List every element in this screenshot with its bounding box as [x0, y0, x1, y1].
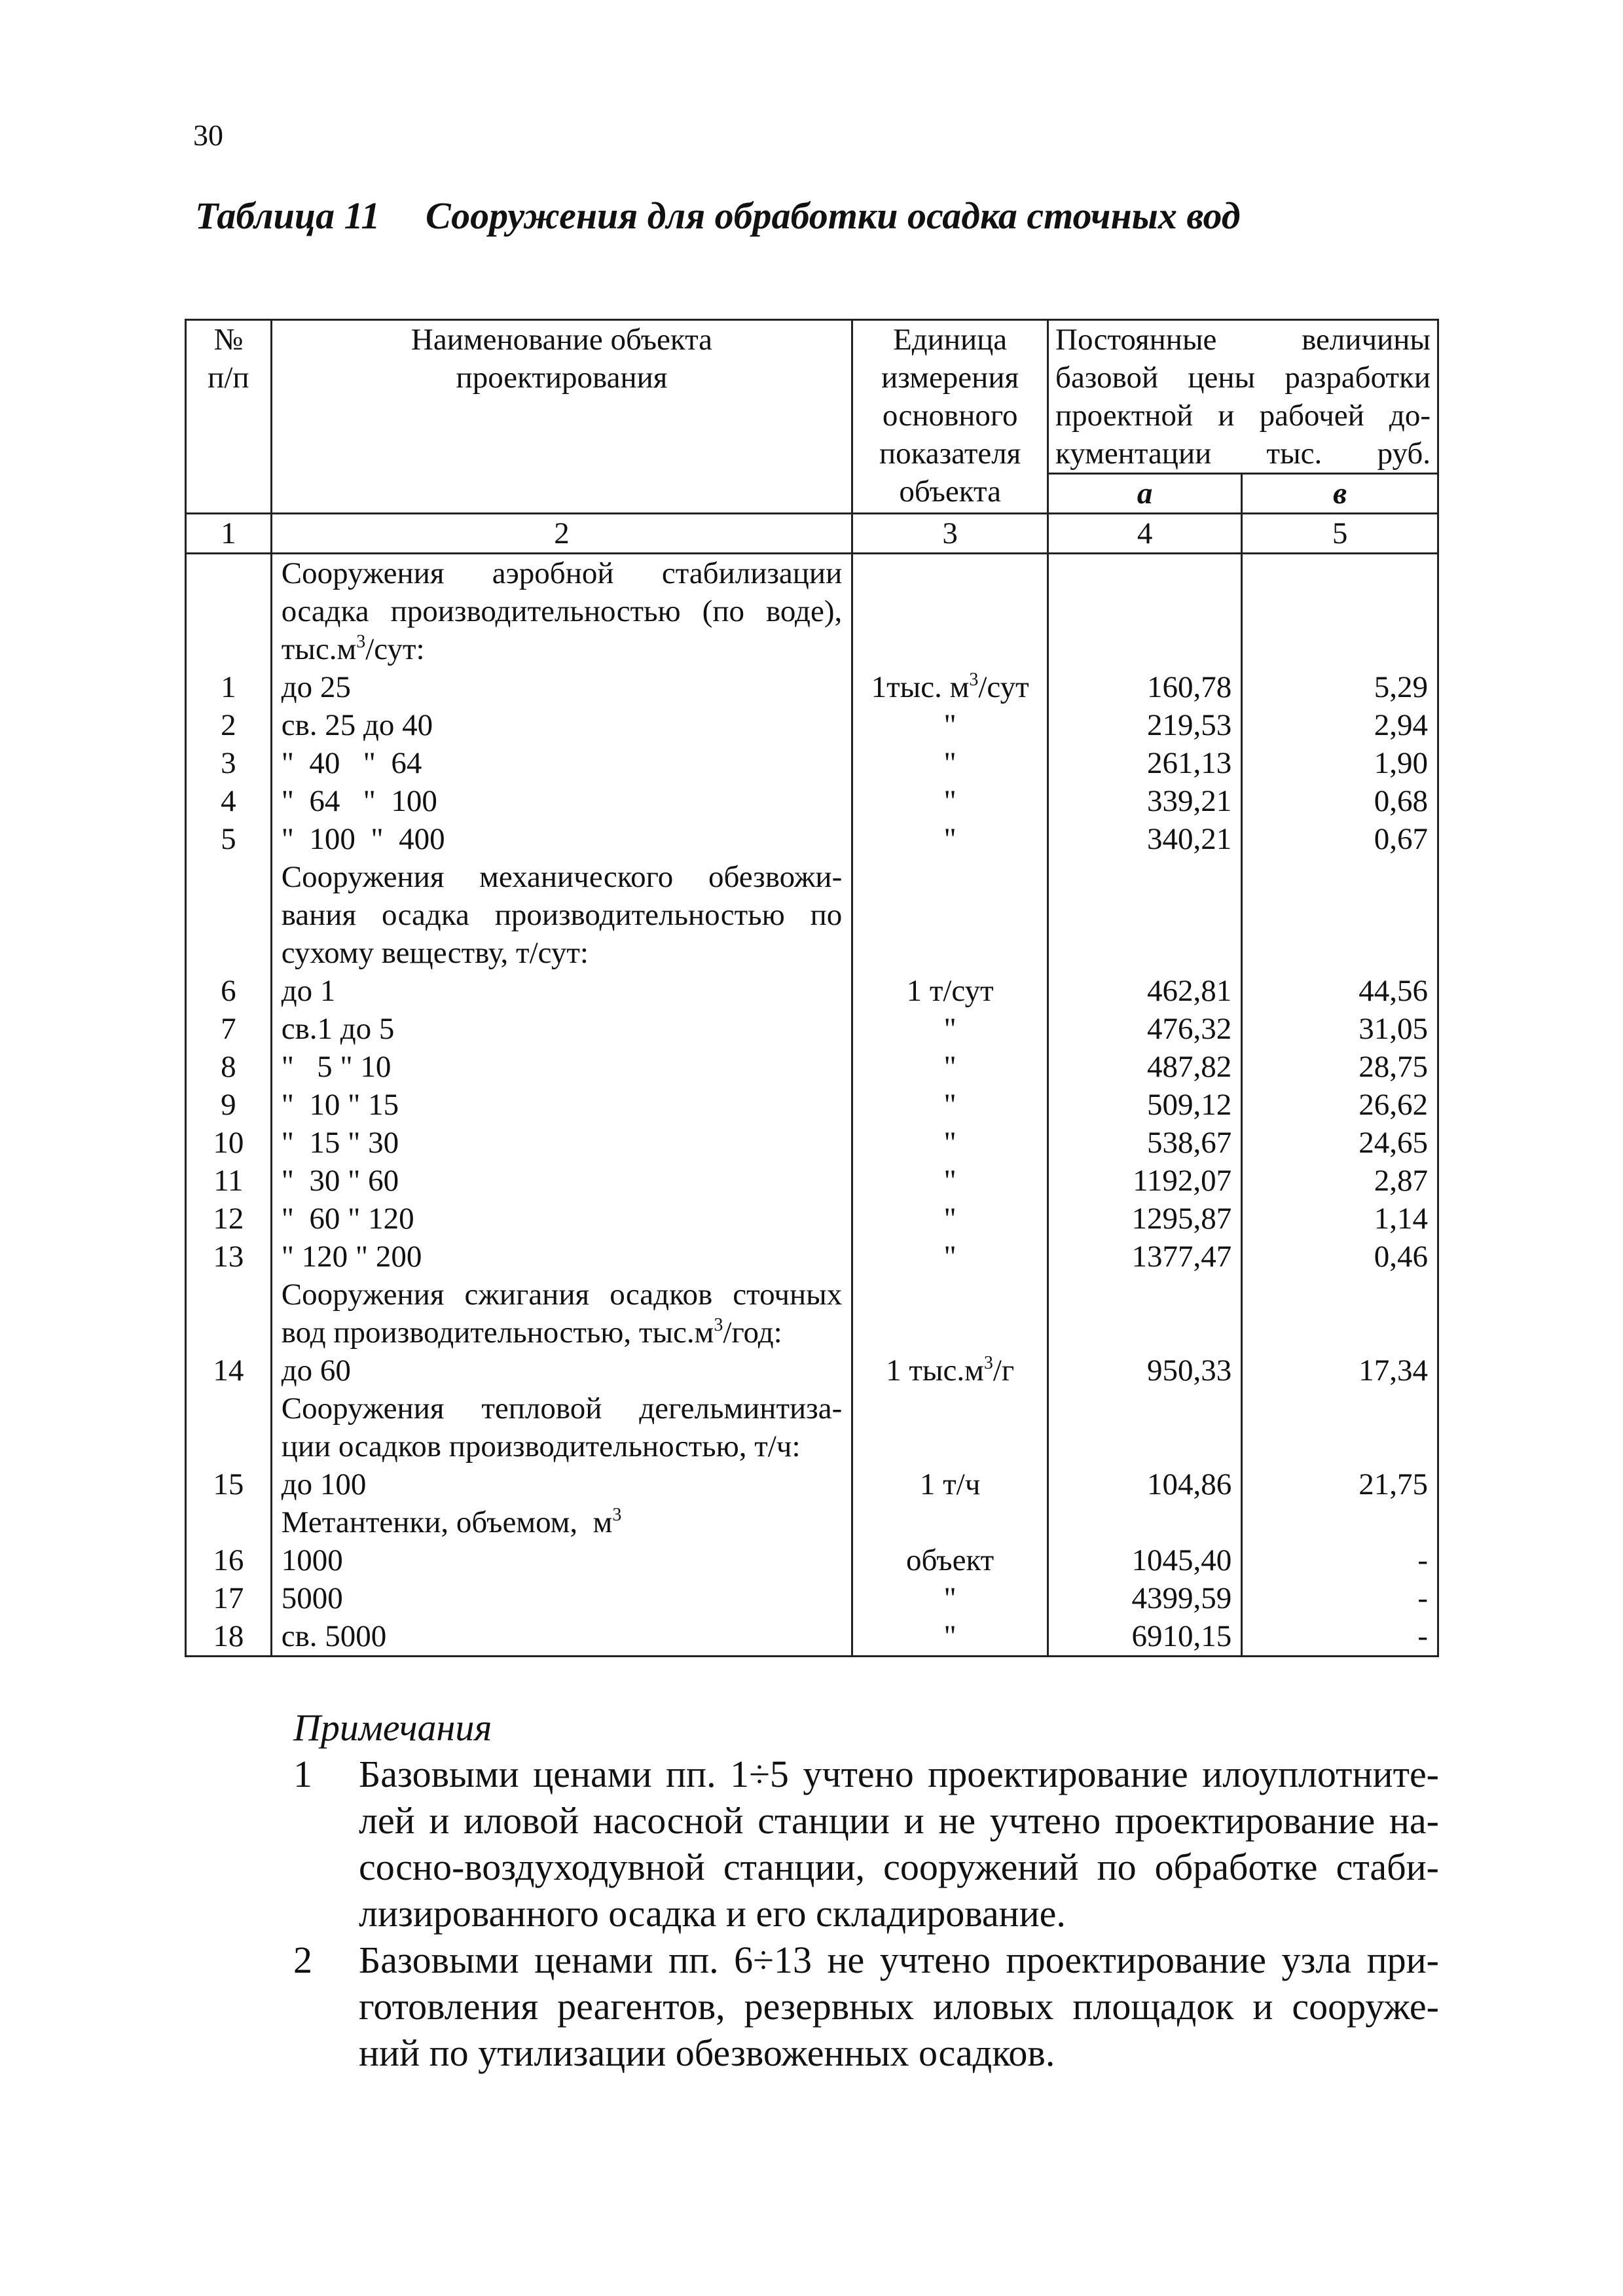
group-heading-line: осадка производительностью (по воде), — [281, 594, 843, 628]
page-number: 30 — [193, 118, 223, 152]
header-col-name: Наименование объекта проектирования — [271, 320, 852, 514]
body-col-b — [1242, 554, 1438, 1657]
row-name: " 40 " 64 — [281, 746, 422, 780]
spacer — [1058, 1427, 1231, 1465]
note-line: лизированного осадка и его складирование. — [359, 1892, 1066, 1935]
header-sub-b: в — [1242, 474, 1438, 514]
row-name: " 100 " 400 — [281, 822, 445, 856]
row-number: 18 — [213, 1619, 244, 1653]
row-value-a: 462,81 — [1146, 974, 1232, 1008]
header-col-constants: Постоянные величины базовой цены разработки проектной и рабочей до- кументации тыс. руб. — [1048, 320, 1438, 474]
spacer — [1252, 592, 1428, 630]
group-heading-line: Сооружения сжигания осадков сточных — [281, 1278, 843, 1312]
spacer — [862, 592, 1038, 630]
header-col-number: № п/п — [186, 320, 272, 514]
row-name: " 30 " 60 — [281, 1164, 399, 1198]
row-name: до 1 — [281, 974, 336, 1008]
row-value-a: 104,86 — [1146, 1467, 1232, 1501]
row-number: 1 — [221, 670, 236, 704]
row-value-b: 0,68 — [1374, 784, 1428, 818]
row-value-b: 1,14 — [1374, 1202, 1428, 1236]
row-unit: " — [943, 1240, 957, 1274]
note-line: ний по утилизации обезвоженных осадков. — [359, 2032, 1055, 2074]
row-unit: " — [943, 1581, 957, 1615]
row-unit: " — [943, 1050, 957, 1084]
spacer — [196, 1276, 261, 1314]
row-value-a: 1295,87 — [1131, 1202, 1232, 1236]
table-caption: Сооружения для обработки осадка сточных вод — [426, 194, 1241, 237]
row-number: 6 — [221, 974, 236, 1008]
col-number-5: 5 — [1242, 514, 1438, 554]
row-name: до 25 — [281, 670, 351, 704]
row-value-a: 6910,15 — [1131, 1619, 1232, 1653]
spacer — [1058, 554, 1231, 592]
row-name: 1000 — [281, 1543, 343, 1577]
group-heading-line: вания осадка производительностью по — [281, 898, 843, 932]
row-name: 5000 — [281, 1581, 343, 1615]
spacer — [1252, 1314, 1428, 1352]
row-name: " 120 " 200 — [281, 1240, 422, 1274]
row-name: " 15 " 30 — [281, 1126, 399, 1160]
spacer — [862, 1390, 1038, 1427]
spacer — [196, 592, 261, 630]
group-heading-line: Сооружения аэробной стабилизации — [281, 556, 843, 590]
row-value-a: 476,32 — [1146, 1012, 1232, 1046]
row-number: 2 — [221, 708, 236, 742]
spacer — [1252, 1276, 1428, 1314]
row-unit: " — [943, 708, 957, 742]
row-value-a: 1377,47 — [1131, 1240, 1232, 1274]
spacer — [1252, 858, 1428, 896]
row-unit: " — [943, 822, 957, 856]
spacer — [862, 630, 1038, 668]
row-value-b: 0,46 — [1374, 1240, 1428, 1274]
row-unit: 1 т/сут — [906, 974, 994, 1008]
row-number: 8 — [221, 1050, 236, 1084]
row-number: 11 — [213, 1164, 244, 1198]
row-value-b: 1,90 — [1374, 746, 1428, 780]
spacer — [1252, 1427, 1428, 1465]
body-col-a — [1048, 554, 1242, 1657]
row-unit: 1 т/ч — [919, 1467, 981, 1501]
row-value-a: 219,53 — [1146, 708, 1232, 742]
row-number: 3 — [221, 746, 236, 780]
spacer — [862, 934, 1038, 972]
row-name: " 10 " 15 — [281, 1088, 399, 1122]
spacer — [196, 554, 261, 592]
note-line: Базовыми ценами пп. 6÷13 не учтено проектирование узла при- — [359, 1939, 1439, 1981]
row-number: 17 — [213, 1581, 244, 1615]
row-unit: " — [943, 784, 957, 818]
row-number: 10 — [213, 1126, 244, 1160]
row-value-a: 538,67 — [1146, 1126, 1232, 1160]
spacer — [196, 1503, 261, 1541]
table-body-row — [186, 554, 1438, 1657]
row-value-a: 160,78 — [1146, 670, 1232, 704]
row-name: " 60 " 120 — [281, 1202, 414, 1236]
spacer — [1252, 554, 1428, 592]
row-number: 15 — [213, 1467, 244, 1501]
spacer — [1058, 934, 1231, 972]
spacer — [196, 1314, 261, 1352]
row-value-a: 1045,40 — [1131, 1543, 1232, 1577]
note-item — [293, 1937, 1439, 2076]
note-number: 1 — [293, 1753, 312, 1795]
spacer — [196, 1390, 261, 1427]
group-heading-line: вод производительностью, $тыс.м^3$/год: — [281, 1315, 782, 1350]
spacer — [1252, 630, 1428, 668]
body-col-number — [186, 554, 272, 1657]
row-name: св. 25 до 40 — [281, 708, 433, 742]
header-row — [186, 320, 1438, 474]
row-name: до 60 — [281, 1354, 351, 1388]
spacer — [1058, 1390, 1231, 1427]
spacer — [1252, 1503, 1428, 1541]
spacer — [1252, 934, 1428, 972]
note-line: сосно-воздуходувной станции, сооружений по обработке стаби- — [359, 1846, 1439, 1888]
row-value-b: 28,75 — [1359, 1050, 1428, 1084]
row-unit: " — [943, 1619, 957, 1653]
table-number: Таблица 11 — [195, 194, 380, 237]
row-unit: 1 $тыс.м^3/г$ — [886, 1353, 1015, 1388]
row-unit: " — [943, 1088, 957, 1122]
col-number-3: 3 — [852, 514, 1048, 554]
spacer — [196, 630, 261, 668]
row-number: 4 — [221, 784, 236, 818]
row-number: 5 — [221, 822, 236, 856]
spacer — [862, 896, 1038, 934]
spacer — [1058, 592, 1231, 630]
notes-title: Примечания — [293, 1706, 492, 1749]
row-value-a: 1192,07 — [1133, 1164, 1232, 1198]
row-number: 13 — [213, 1240, 244, 1274]
row-value-a: 340,21 — [1146, 822, 1232, 856]
spacer — [196, 1427, 261, 1465]
row-value-b: 21,75 — [1359, 1467, 1428, 1501]
row-value-b: - — [1417, 1619, 1428, 1653]
note-line: готовления реагентов, резервных иловых площадок и сооруже- — [359, 1985, 1439, 2028]
spacer — [862, 1276, 1038, 1314]
spacer — [1058, 1314, 1231, 1352]
spacer — [862, 554, 1038, 592]
col-number-4: 4 — [1048, 514, 1242, 554]
col-number-1: 1 — [186, 514, 272, 554]
header-sub-a: а — [1048, 474, 1242, 514]
spacer — [1058, 858, 1231, 896]
row-unit: объект — [906, 1543, 994, 1577]
row-value-b: 2,87 — [1374, 1164, 1428, 1198]
row-unit: " — [943, 1012, 957, 1046]
spacer — [1058, 630, 1231, 668]
header-col-unit: Единица измерения основного показателя объекта — [852, 320, 1048, 514]
row-value-b: 2,94 — [1374, 708, 1428, 742]
row-value-b: - — [1417, 1543, 1428, 1577]
spacer — [862, 1427, 1038, 1465]
row-name: до 100 — [281, 1467, 367, 1501]
row-value-b: 0,67 — [1374, 822, 1428, 856]
group-heading-line: Сооружения тепловой дегельминтиза- — [281, 1391, 843, 1426]
row-value-b: 31,05 — [1359, 1012, 1428, 1046]
price-table — [185, 319, 1439, 1657]
spacer — [196, 858, 261, 896]
spacer — [1058, 1276, 1231, 1314]
body-col-unit — [852, 554, 1048, 1657]
row-value-a: 509,12 — [1146, 1088, 1232, 1122]
spacer — [196, 934, 261, 972]
table-title — [195, 194, 1241, 238]
note-number: 2 — [293, 1939, 312, 1981]
row-number: 14 — [213, 1354, 244, 1388]
group-heading-line: $тыс.м^3$/сут: — [281, 632, 425, 666]
row-number: 7 — [221, 1012, 236, 1046]
spacer — [1058, 896, 1231, 934]
row-name: " 5 " 10 — [281, 1050, 392, 1084]
note-item — [293, 1751, 1439, 1937]
spacer — [1058, 1503, 1231, 1541]
spacer — [196, 896, 261, 934]
spacer — [862, 1503, 1038, 1541]
spacer — [862, 858, 1038, 896]
note-line: Базовыми ценами пп. 1÷5 учтено проектирование илоуплотните- — [359, 1753, 1439, 1795]
spacer — [1252, 896, 1428, 934]
column-numbers-row — [186, 514, 1438, 554]
col-number-2: 2 — [271, 514, 852, 554]
row-value-b: 44,56 — [1359, 974, 1428, 1008]
row-value-a: 339,21 — [1146, 784, 1232, 818]
row-unit: " — [943, 1202, 957, 1236]
row-number: 16 — [213, 1543, 244, 1577]
row-name: " 64 " 100 — [281, 784, 437, 818]
row-value-b: 17,34 — [1359, 1354, 1428, 1388]
row-value-a: 487,82 — [1146, 1050, 1232, 1084]
row-value-a: 950,33 — [1146, 1354, 1232, 1388]
spacer — [1252, 1390, 1428, 1427]
group-heading-line: сухому веществу, т/сут: — [281, 936, 589, 970]
row-unit: " — [943, 1164, 957, 1198]
row-unit: " — [943, 746, 957, 780]
row-unit: " — [943, 1126, 957, 1160]
row-value-b: 26,62 — [1359, 1088, 1428, 1122]
row-value-b: 24,65 — [1359, 1126, 1428, 1160]
row-number: 12 — [213, 1202, 244, 1236]
notes — [293, 1704, 1439, 2076]
row-value-a: 4399,59 — [1131, 1581, 1232, 1615]
row-name: св. 5000 — [281, 1619, 387, 1653]
row-value-b: - — [1417, 1581, 1428, 1615]
row-value-b: 5,29 — [1374, 670, 1428, 704]
group-heading-line: ции осадков производительностью, т/ч: — [281, 1429, 801, 1463]
row-value-a: 261,13 — [1146, 746, 1232, 780]
row-unit: 1тыс. $м^3$/сут — [871, 670, 1029, 704]
note-line: лей и иловой насосной станции и не учтено проектирование на- — [359, 1799, 1439, 1842]
group-heading-line: Сооружения механического обезвожи- — [281, 860, 843, 894]
group-heading-line: Метантенки, объемом, $м^3$ — [281, 1505, 622, 1539]
body-col-name — [271, 554, 852, 1657]
row-number: 9 — [221, 1088, 236, 1122]
spacer — [862, 1314, 1038, 1352]
row-name: св.1 до 5 — [281, 1012, 395, 1046]
notes-list — [293, 1751, 1439, 2076]
